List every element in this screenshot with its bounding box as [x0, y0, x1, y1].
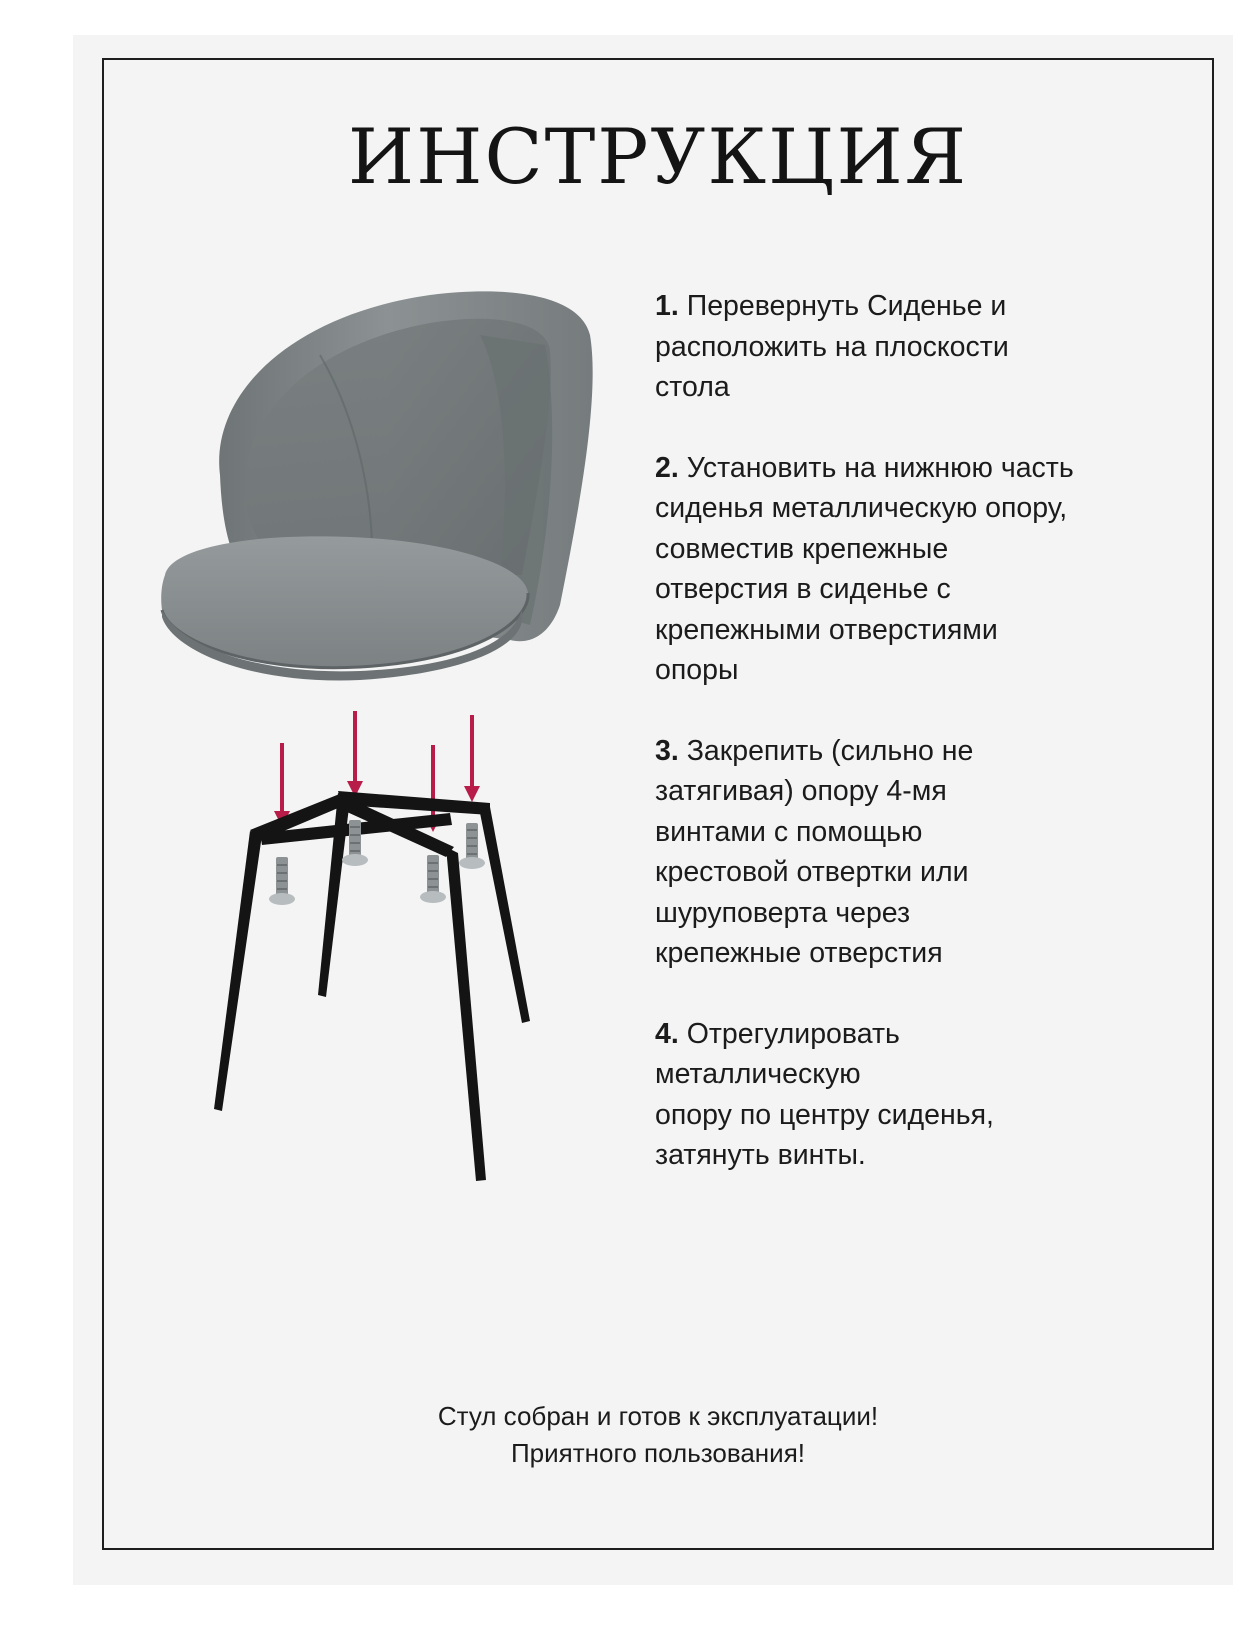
step-number: 2. — [655, 451, 679, 484]
step-line: шуруповерта через — [655, 896, 911, 929]
step-line: опору по центру сиденья, — [655, 1098, 994, 1131]
step-line: крестовой отвертки или — [655, 856, 969, 888]
step-line: винтами с помощью — [655, 815, 923, 848]
step-line: сиденья металлическую опору, — [655, 492, 1068, 524]
steps-list — [655, 286, 1175, 1216]
step-line — [655, 731, 1175, 772]
step-line: крепежными отверстиями — [655, 613, 998, 646]
chair-seat-icon — [161, 291, 592, 680]
step-number: 4. — [655, 1017, 679, 1050]
step-line: затягивая) опору 4-мя — [655, 775, 947, 807]
step-number: 1. — [655, 290, 679, 322]
step-text: Отрегулировать — [686, 1017, 900, 1050]
step-text: Перевернуть Сиденье и — [686, 290, 1007, 322]
step-line — [655, 1014, 1175, 1055]
step-line: опоры — [655, 654, 739, 686]
step-2 — [655, 448, 1175, 691]
metal-base-icon — [214, 791, 530, 1181]
step-4 — [655, 1014, 1175, 1176]
step-text: Закрепить (сильно не — [686, 734, 974, 767]
step-number: 3. — [655, 734, 679, 767]
step-1 — [655, 286, 1175, 408]
step-line — [655, 448, 1175, 489]
chair-assembly-illustration — [150, 275, 630, 1235]
closing-line-1: Стул собран и готов к эксплуатации! — [437, 1401, 879, 1431]
step-text: Установить на нижнюю часть — [686, 451, 1074, 484]
step-line: совместив крепежные — [655, 532, 949, 565]
step-line: затянуть винты. — [655, 1139, 866, 1171]
closing-message — [102, 1398, 1214, 1472]
step-line: стола — [655, 371, 730, 403]
page-title: ИНСТРУКЦИЯ — [347, 112, 969, 201]
step-line: металлическую — [655, 1058, 861, 1090]
step-line: крепежные отверстия — [655, 937, 943, 969]
step-line: расположить на плоскости — [655, 330, 1009, 363]
closing-line-2: Приятного пользования! — [510, 1438, 805, 1468]
step-line: отверстия в сиденье с — [655, 573, 951, 605]
step-line — [655, 286, 1175, 327]
step-3 — [655, 731, 1175, 974]
